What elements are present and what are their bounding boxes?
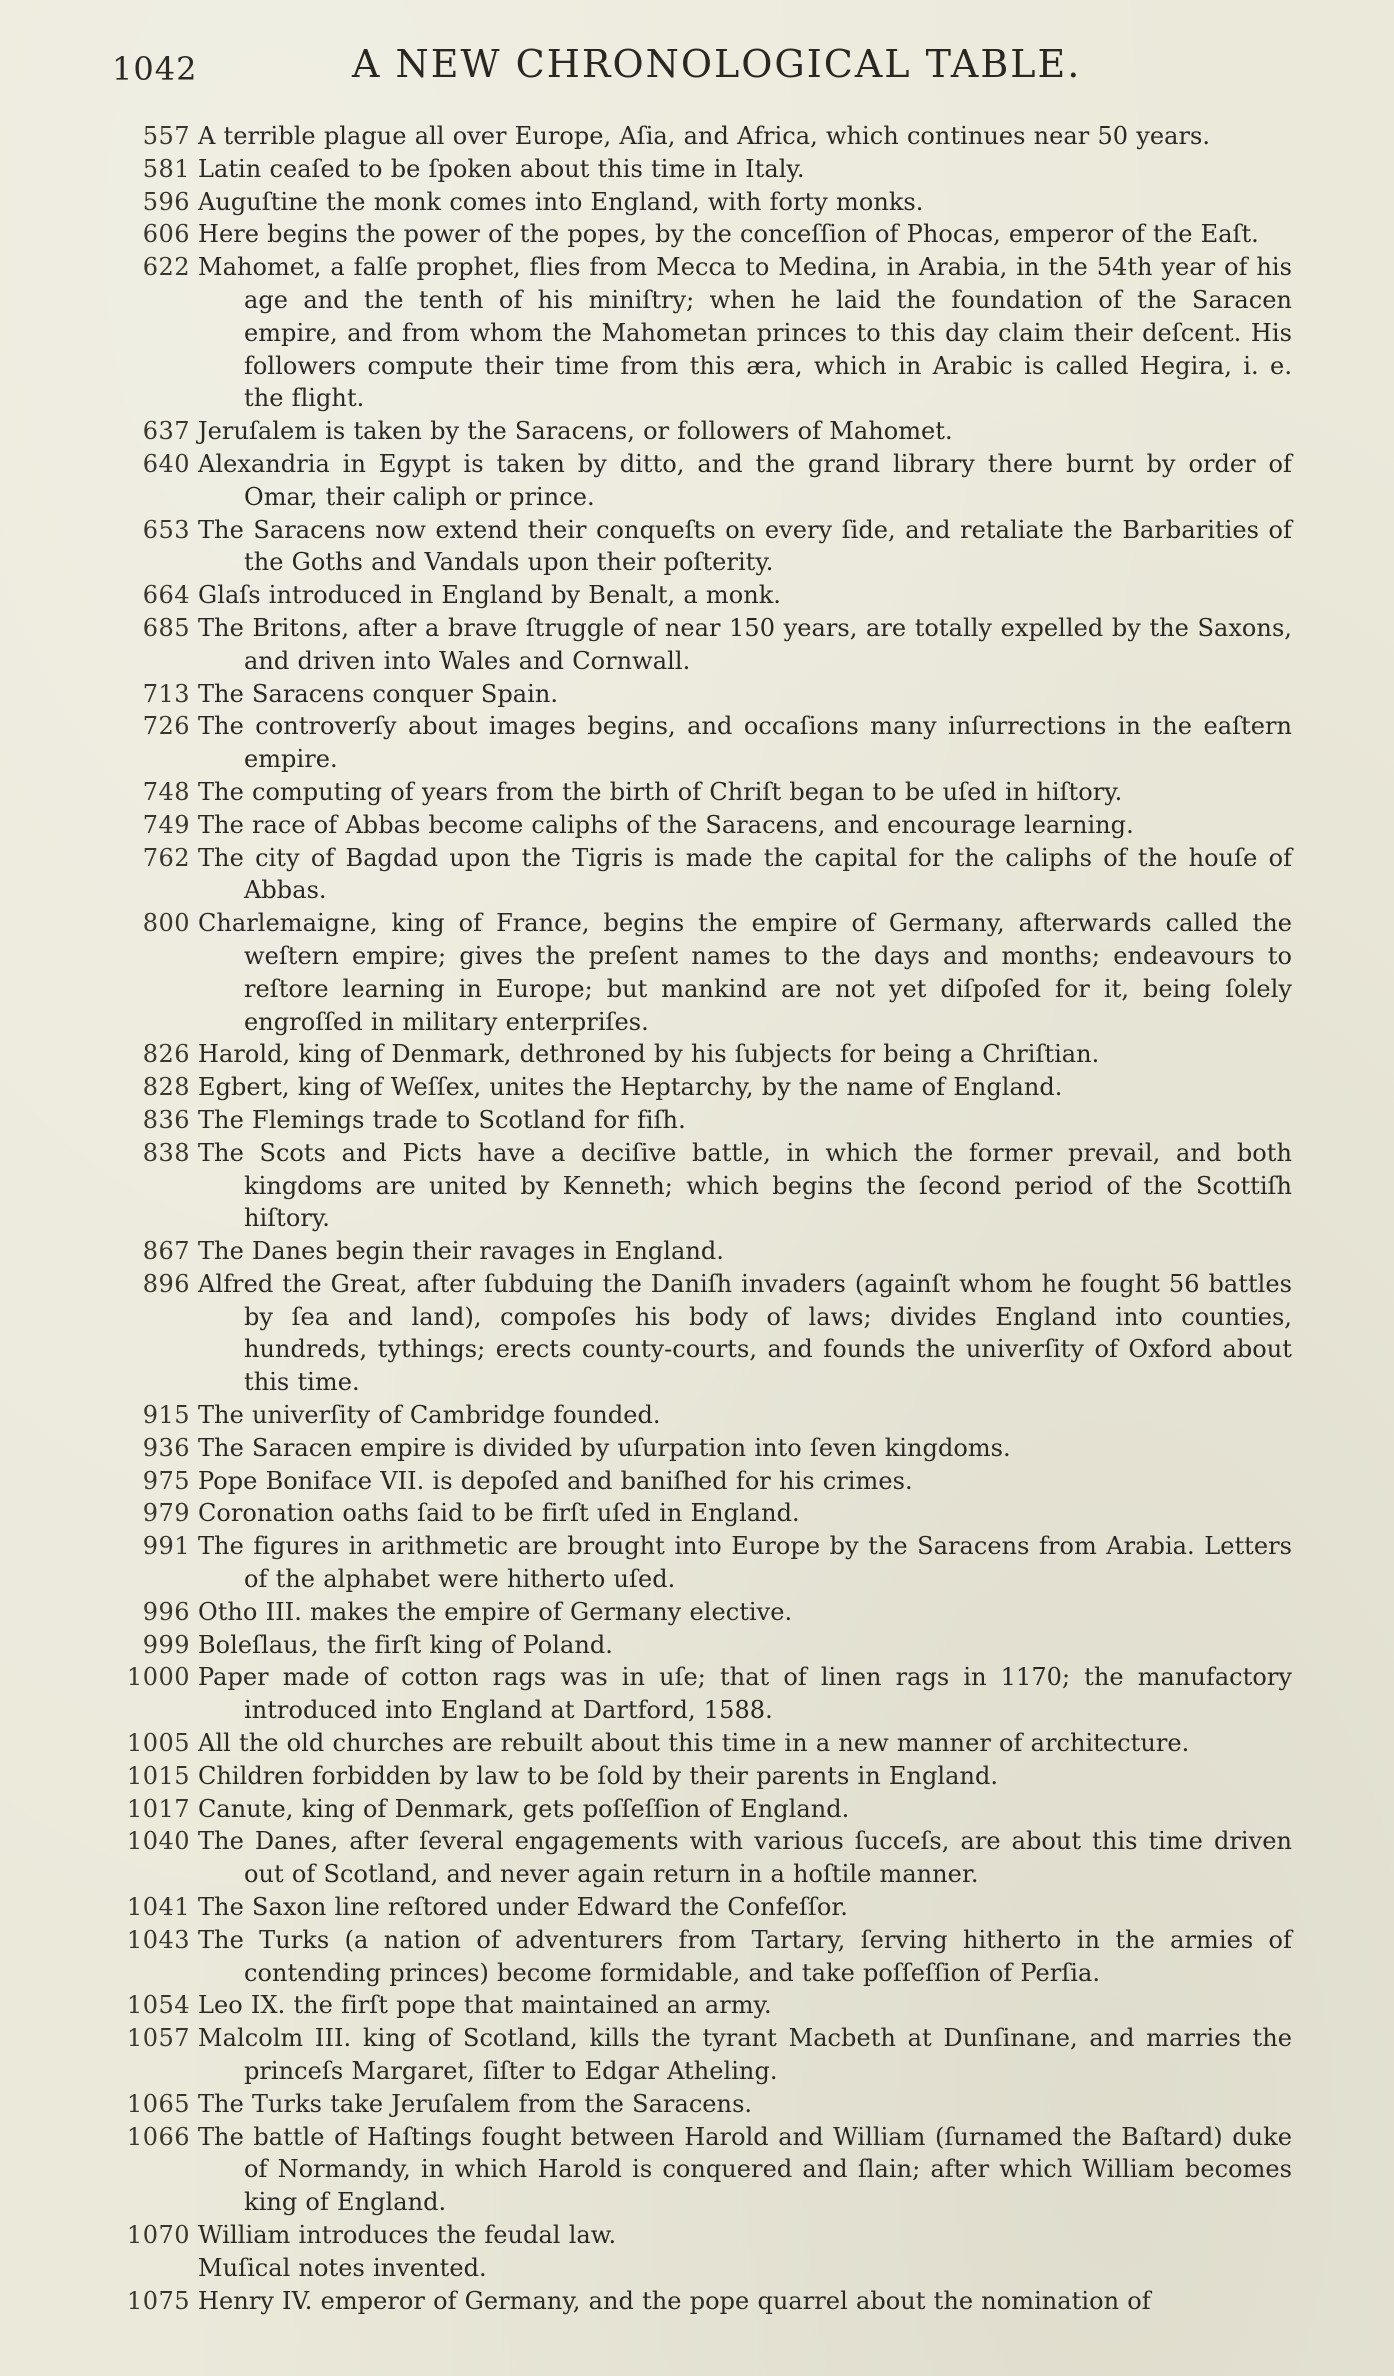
chronology-entry [112,2121,1292,2219]
entry-year: 713 [142,679,190,708]
entry-year: 726 [142,712,190,741]
entry-text: Boleſlaus, the firſt king of Poland. [198,1630,613,1659]
entry-text: The controverſy about images begins, and occaſions many inſurrections in the eaſtern empire. [198,712,1292,774]
entry-year: 1054 [126,1991,190,2020]
entry-text: Children forbidden by law to be ſold by their parents in England. [198,1761,999,1790]
entry-text: The figures in arithmetic are brought into Europe by the Saracens from Arabia. Letters of the alphabet were hitherto uſed. [198,1532,1292,1594]
chronology-entry [112,1432,1292,1465]
entry-year: 1000 [126,1663,190,1692]
entry-text: Otho III. makes the empire of Germany elective. [198,1597,793,1626]
entry-text: The race of Abbas become caliphs of the Saracens, and encourage learning. [198,810,1134,839]
entry-year: 828 [142,1073,190,1102]
entry-text: The Danes begin their ravages in England. [198,1237,724,1266]
chronology-entry [112,2219,1292,2252]
entry-text: Harold, king of Denmark, dethroned by his ſubjects for being a Chriſtian. [198,1040,1100,1069]
entry-year: 800 [142,909,190,938]
entry-text: Charlemaigne, king of France, begins the empire of Germany, afterwards called the weſtern empire; gives the preſent names to the days and months; endeavours to reſtore learning in Europe; but mankind are not yet diſpoſed for it, being ſolely engroſſed in military enterpriſes. [198,909,1292,1036]
chronology-entry [112,186,1292,219]
chronology-entry [112,2285,1292,2318]
chronology-entry [112,1924,1292,1990]
entry-text: The Britons, after a brave ſtruggle of near 150 years, are totally expelled by the Saxons, and driven into Wales and Cornwall. [198,613,1292,675]
entry-year: 936 [142,1433,190,1462]
entry-text: Pope Boniface VII. is depoſed and baniſhed for his crimes. [198,1466,913,1495]
entry-text: The Turks (a nation of adventurers from Tartary, ſerving hitherto in the armies of contending princes) become formidable, and take poſſeſſion of Perſia. [198,1925,1292,1987]
entry-year: 1066 [126,2122,190,2151]
entry-year: 637 [142,417,190,446]
entry-text: Coronation oaths ſaid to be firſt uſed in England. [198,1499,800,1528]
entry-text: Here begins the power of the popes, by the conceſſion of Phocas, emperor of the Eaſt. [198,220,1259,249]
chronology-entry [112,1989,1292,2022]
entry-year: 622 [142,253,190,282]
entry-year: 1075 [126,2286,190,2315]
entry-year: 748 [142,777,190,806]
chronology-entry [112,120,1292,153]
entry-year: 975 [142,1466,190,1495]
entry-text: Paper made of cotton rags was in uſe; that of linen rags in 1170; the manufactory introduced into England at Dartford, 1588. [198,1663,1292,1725]
entry-year: 838 [142,1138,190,1167]
chronology-entry [112,448,1292,514]
entry-text: Alfred the Great, after ſubduing the Daniſh invaders (againſt whom he fought 56 battles by ſea and land), compoſes his body of laws; divides England into counties, hundreds, tythings; erects county-courts, and founds the univerſity of Oxford about this time. [198,1269,1292,1397]
entry-year: 836 [142,1105,190,1134]
entry-text: Latin ceaſed to be ſpoken about this time in Italy. [198,154,805,183]
chronology-entry [112,1530,1292,1596]
entry-year: 1065 [126,2089,190,2118]
entry-year: 991 [142,1532,190,1561]
chronology-list [112,120,1292,2317]
chronology-entry [112,218,1292,251]
chronology-entry [112,1596,1292,1629]
entry-text: The Flemings trade to Scotland for fiſh. [198,1105,686,1134]
entry-year: 1015 [126,1761,190,1790]
entry-year: 826 [142,1040,190,1069]
entry-text: All the old churches are rebuilt about this time in a new manner of architecture. [198,1729,1190,1758]
entry-year: 1017 [126,1794,190,1823]
entry-year: 653 [142,515,190,544]
entry-year: 596 [142,187,190,216]
entry-year: 1005 [126,1729,190,1758]
chronology-entry [112,1497,1292,1530]
chronology-entry [112,415,1292,448]
entry-year: 1057 [126,2024,190,2053]
entry-text: Muſical notes invented. [198,2253,487,2282]
chronology-entry [112,1399,1292,1432]
chronology-entry [112,579,1292,612]
entry-text: Auguſtine the monk comes into England, with forty monks. [198,187,924,216]
entry-year: 685 [142,613,190,642]
entry-year: 996 [142,1597,190,1626]
chronology-entry [112,612,1292,678]
chronology-entry [112,809,1292,842]
entry-text: Jeruſalem is taken by the Saracens, or followers of Mahomet. [198,417,953,446]
running-title: A NEW CHRONOLOGICAL TABLE. [352,42,1082,86]
page-header [112,42,1292,102]
chronology-entry [112,1465,1292,1498]
chronology-entry [112,1760,1292,1793]
entry-year: 1043 [126,1925,190,1954]
entry-year: 896 [142,1269,190,1298]
chronology-entry [112,1661,1292,1727]
chronology-entry [112,1825,1292,1891]
entry-year: 1040 [126,1827,190,1856]
entry-year: 979 [142,1499,190,1528]
entry-text: Canute, king of Denmark, gets poſſeſſion of England. [198,1794,850,1823]
entry-text: The Danes, after ſeveral engagements with various ſucceſs, are about this time driven out of Scotland, and never again return in a hoſtile manner. [198,1827,1292,1889]
chronology-entry [112,1235,1292,1268]
entry-text: The univerſity of Cambridge founded. [198,1401,661,1430]
chronology-entry [112,1038,1292,1071]
entry-text: Malcolm III. king of Scotland, kills the tyrant Macbeth at Dunſinane, and marries the princeſs Margaret, ſiſter to Edgar Atheling. [198,2024,1292,2086]
entry-text: Alexandria in Egypt is taken by ditto, and the grand library there burnt by order of Omar, their caliph or prince. [198,449,1292,511]
chronology-entry [112,2088,1292,2121]
chronology-entry [112,907,1292,1038]
entry-text: The computing of years from the birth of Chriſt began to be uſed in hiſtory. [198,777,1123,806]
chronology-entry [112,1071,1292,1104]
entry-year: 606 [142,220,190,249]
chronology-entry [112,514,1292,580]
chronology-entry [112,842,1292,908]
entry-year: 557 [142,122,190,150]
entry-text: The Saxon line reſtored under Edward the Confeſſor. [198,1893,848,1922]
chronology-entry [112,678,1292,711]
entry-year: 1041 [126,1893,190,1922]
entry-text: The Turks take Jeruſalem from the Saracens. [198,2089,753,2118]
page-number: 1042 [112,50,198,88]
chronology-entry [112,1104,1292,1137]
entry-text: Leo IX. the firſt pope that maintained an army. [198,1991,772,2020]
entry-year: 999 [142,1630,190,1659]
entry-text: The city of Bagdad upon the Tigris is made the capital for the caliphs of the houſe of Abbas. [198,843,1292,905]
chronology-entry [112,1137,1292,1235]
chronology-entry [112,1629,1292,1662]
entry-text: The Saracens conquer Spain. [198,679,559,708]
entry-text: Mahomet, a falſe prophet, flies from Mecca to Medina, in Arabia, in the 54th year of his age and the tenth of his miniſtry; when he laid the foundation of the Saracen empire, and from whom the Mahometan princes to this day claim their deſcent. His followers compute their time from this æra, which in Arabic is called Hegira, i. e. the flight. [198,253,1292,413]
entry-text: The Scots and Picts have a deciſive battle, in which the former prevail, and both kingdoms are united by Kenneth; which begins the ſecond period of the Scottiſh hiſtory. [198,1138,1292,1233]
entry-year: 749 [142,810,190,839]
chronology-entry [112,1727,1292,1760]
chronology-entry [112,776,1292,809]
entry-year: 640 [142,449,190,478]
entry-text: Egbert, king of Weſſex, unites the Heptarchy, by the name of England. [198,1073,1063,1102]
entry-text: Henry IV. emperor of Germany, and the pope quarrel about the nomination of [198,2286,1151,2315]
entry-text: The battle of Haſtings fought between Harold and William (ſurnamed the Baſtard) duke of Normandy, in which Harold is conquered and ſlain; after which William becomes king of England. [198,2122,1292,2217]
chronology-entry [112,1268,1292,1399]
chronology-entry [112,2252,1292,2285]
entry-year: 664 [142,581,190,610]
chronology-entry [112,2022,1292,2088]
chronology-entry [112,710,1292,776]
chronology-entry [112,153,1292,186]
entry-year: 867 [142,1237,190,1266]
entry-text: William introduces the feudal law. [198,2221,617,2249]
entry-year: 1070 [126,2221,190,2249]
entry-year: 762 [142,843,190,872]
entry-year: 581 [142,154,190,183]
entry-text: Glaſs introduced in England by Benalt, a monk. [198,581,781,610]
chronology-entry [112,1891,1292,1924]
chronology-entry [112,1793,1292,1826]
entry-year: 915 [142,1401,190,1430]
entry-text: A terrible plague all over Europe, Aſia, and Africa, which continues near 50 years. [198,122,1211,150]
entry-text: The Saracen empire is divided by uſurpation into ſeven kingdoms. [198,1433,1011,1462]
entry-text: The Saracens now extend their conqueſts on every ſide, and retaliate the Barbarities of the Goths and Vandals upon their poſterity. [198,515,1292,577]
chronology-entry [112,251,1292,415]
